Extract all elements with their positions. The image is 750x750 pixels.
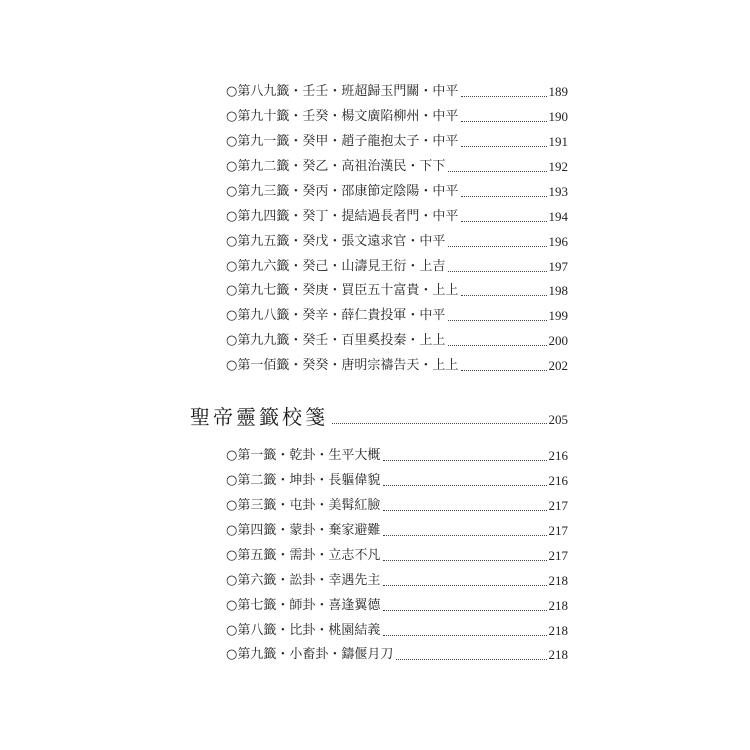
toc-entry-title: ○第九十籤・壬癸・楊文廣陷柳州・中平 (226, 109, 459, 124)
toc-entry-title: ○第九籤・小畜卦・鑄偃月刀 (226, 647, 394, 662)
toc-entry-page: 193 (548, 184, 568, 199)
toc-entry (226, 442, 568, 464)
toc-entry-page: 217 (548, 548, 568, 563)
toc-entry-page: 216 (548, 473, 568, 488)
toc-entry-page: 189 (548, 84, 568, 99)
dot-leader (448, 345, 546, 346)
toc-entry-page: 218 (548, 573, 568, 588)
toc-entry-title: ○第九六籤・癸己・山濤見王衍・上吉 (226, 259, 446, 274)
toc-entry-page: 200 (548, 333, 568, 348)
toc-entry-title: ○第九七籤・癸庚・買臣五十富貴・上上 (226, 283, 459, 298)
toc-entry-page: 190 (548, 109, 568, 124)
toc-entry-title: ○第九三籤・癸丙・邵康節定陰陽・中平 (226, 184, 459, 199)
dot-leader (461, 196, 546, 197)
dot-leader (461, 121, 546, 122)
toc-entry-page: 191 (548, 134, 568, 149)
toc-entry-page: 202 (548, 358, 568, 373)
section-title: 聖帝靈籤校箋 (190, 405, 328, 429)
dot-leader (448, 171, 546, 172)
toc-entry-page: 199 (548, 308, 568, 323)
toc-entry-page: 218 (548, 647, 568, 662)
toc-entry-page: 218 (548, 598, 568, 613)
toc-entry-title: ○第四籤・蒙卦・棄家避難 (226, 523, 381, 538)
toc-entry (226, 203, 568, 225)
toc-entry-title: ○第九五籤・癸戊・張文遠求官・中平 (226, 234, 446, 249)
dot-leader (383, 585, 546, 586)
toc-entry (226, 128, 568, 150)
dot-leader (448, 246, 546, 247)
dot-leader (396, 659, 546, 660)
toc-entry (226, 467, 568, 489)
toc-entry-page: 218 (548, 623, 568, 638)
dot-leader (461, 370, 546, 371)
toc-entry (226, 178, 568, 200)
toc-entry-title: ○第八九籤・壬壬・班超歸玉門關・中平 (226, 84, 459, 99)
dot-leader (461, 96, 546, 97)
toc-entry-title: ○第二籤・坤卦・長軀偉貌 (226, 473, 381, 488)
toc-entry-page: 196 (548, 234, 568, 249)
section-page: 205 (548, 412, 568, 427)
toc-entry (226, 103, 568, 125)
toc-entry-title: ○第九一籤・癸甲・趙子龍抱太子・中平 (226, 134, 459, 149)
toc-entry (226, 78, 568, 100)
toc-entry-page: 194 (548, 209, 568, 224)
dot-leader (461, 221, 546, 222)
toc-entry-title: ○第五籤・需卦・立志不凡 (226, 548, 381, 563)
dot-leader (383, 510, 546, 511)
toc-entry (226, 277, 568, 299)
toc-entry-title: ○第九八籤・癸辛・薛仁貴投軍・中平 (226, 308, 446, 323)
toc-entry-title: ○第六籤・訟卦・幸遇先主 (226, 573, 381, 588)
dot-leader (332, 423, 547, 424)
toc-entry (226, 253, 568, 275)
dot-leader (383, 560, 546, 561)
toc-entry-title: ○第九九籤・癸壬・百里奚投秦・上上 (226, 333, 446, 348)
toc-entry (226, 617, 568, 639)
toc-entry-title: ○第九二籤・癸乙・高祖治漢民・下下 (226, 159, 446, 174)
toc-entry (226, 228, 568, 250)
dot-leader (383, 610, 546, 611)
dot-leader (461, 295, 546, 296)
toc-entry-page: 192 (548, 159, 568, 174)
toc-entry-title: ○第七籤・師卦・喜逢翼德 (226, 598, 381, 613)
dot-leader (448, 320, 546, 321)
toc-entry-title: ○第三籤・屯卦・美髯紅臉 (226, 498, 381, 513)
toc-entry-title: ○第八籤・比卦・桃園結義 (226, 623, 381, 638)
toc-entry-page: 198 (548, 283, 568, 298)
toc-entry (226, 302, 568, 324)
toc-entry (226, 542, 568, 564)
dot-leader (448, 271, 546, 272)
toc-entry-page: 217 (548, 523, 568, 538)
dot-leader (383, 535, 546, 536)
toc-entry-title: ○第一佰籤・癸癸・唐明宗禱告天・上上 (226, 358, 459, 373)
toc-entry (226, 327, 568, 349)
toc-entry (226, 352, 568, 374)
toc-entry (226, 641, 568, 663)
dot-leader (383, 460, 546, 461)
toc-entry (226, 153, 568, 175)
toc-entry (226, 492, 568, 514)
toc-entry-page: 197 (548, 259, 568, 274)
toc-entry-page: 217 (548, 498, 568, 513)
dot-leader (461, 146, 546, 147)
toc-entry (226, 567, 568, 589)
dot-leader (383, 635, 546, 636)
toc-entry (226, 517, 568, 539)
toc-entry-title: ○第九四籤・癸丁・提結過長者門・中平 (226, 209, 459, 224)
dot-leader (383, 485, 546, 486)
toc-entry-title: ○第一籤・乾卦・生平大概 (226, 448, 381, 463)
toc-entry-page: 216 (548, 448, 568, 463)
section-heading (190, 400, 568, 430)
toc-entry (226, 592, 568, 614)
